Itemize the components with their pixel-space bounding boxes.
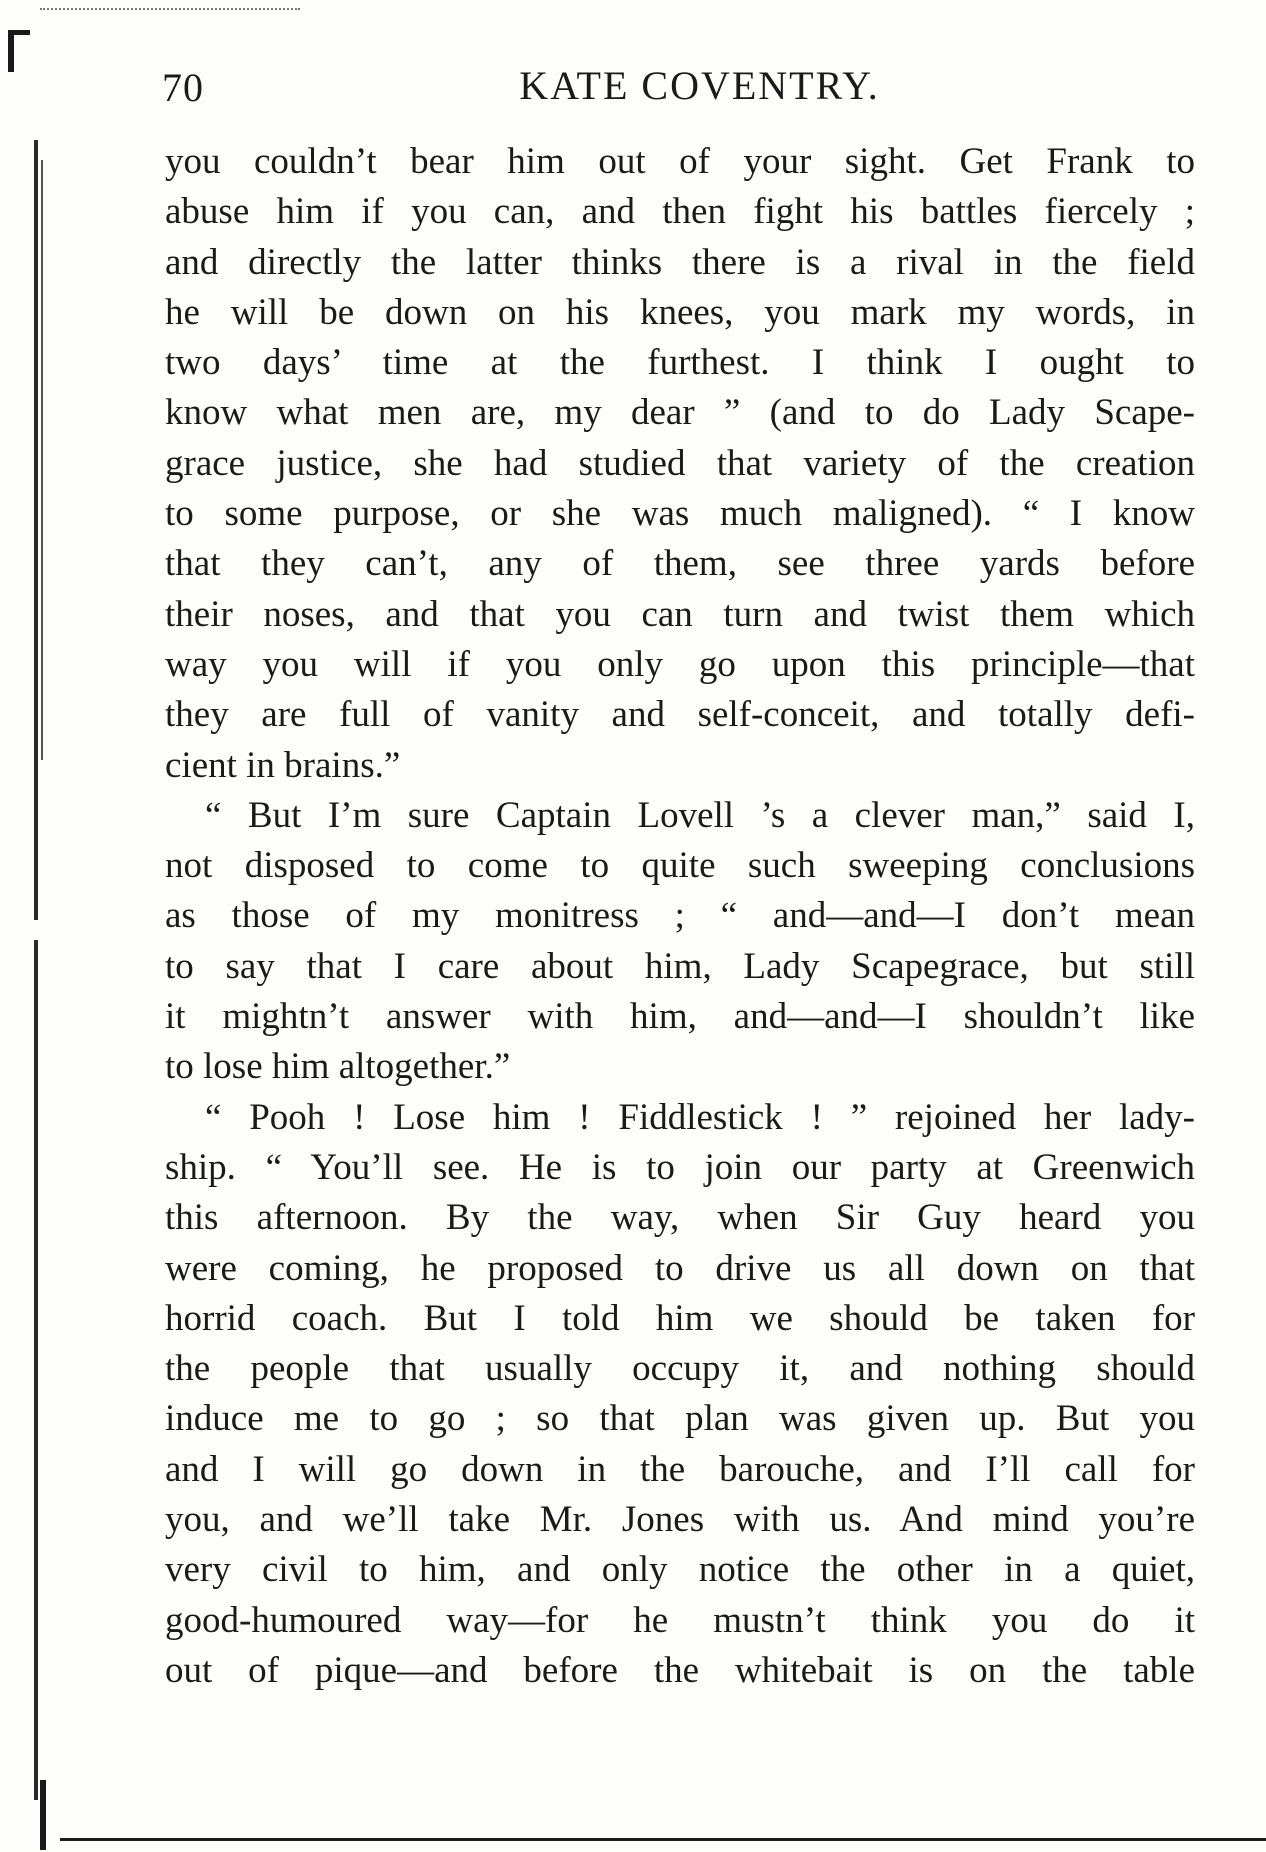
text-line: were coming, he proposed to drive us all down on that (165, 1247, 1195, 1289)
running-head (162, 58, 1197, 114)
bottom-edge-rule (60, 1838, 1266, 1841)
text-line: to some purpose, or she was much maligned). “ I know (165, 493, 1195, 535)
text-line: “ But I’m sure Captain Lovell ’s a clever man,” said I, (205, 794, 1195, 836)
text-line: as those of my monitress ; “ and—and—I don’t mean (165, 895, 1195, 937)
text-line: way you will if you only go upon this principle—that (165, 643, 1195, 685)
text-line: cient in brains.” (165, 744, 401, 786)
text-line: to say that I care about him, Lady Scapegrace, but still (165, 945, 1195, 987)
text-line: horrid coach. But I told him we should be taken for (165, 1297, 1195, 1339)
text-line: very civil to him, and only notice the other in a quiet, (165, 1549, 1195, 1591)
text-line: ship. “ You’ll see. He is to join our party at Greenwich (165, 1146, 1195, 1188)
text-line: this afternoon. By the way, when Sir Guy heard you (165, 1197, 1195, 1239)
text-line: abuse him if you can, and then fight his battles fiercely ; (165, 191, 1195, 233)
text-line: “ Pooh ! Lose him ! Fiddlestick ! ” rejoined her lady- (205, 1096, 1195, 1138)
text-line: it mightn’t answer with him, and—and—I shouldn’t like (165, 996, 1195, 1038)
text-line: to lose him altogether.” (165, 1046, 511, 1088)
text-line: out of pique—and before the whitebait is on the table (165, 1649, 1195, 1691)
text-line: the people that usually occupy it, and nothing should (165, 1348, 1195, 1390)
text-line: and directly the latter thinks there is a rival in the field (165, 241, 1195, 283)
text-line: you, and we’ll take Mr. Jones with us. And mind you’re (165, 1499, 1195, 1541)
text-line: induce me to go ; so that plan was given up. But you (165, 1398, 1195, 1440)
text-line: good-humoured way—for he mustn’t think you do it (165, 1599, 1195, 1641)
text-line: two days’ time at the furthest. I think I ought to (165, 342, 1195, 384)
text-line: their noses, and that you can turn and twist them which (165, 593, 1195, 635)
text-line: grace justice, she had studied that variety of the creation (165, 442, 1195, 484)
text-line: that they can’t, any of them, see three yards before (165, 543, 1195, 585)
text-line: they are full of vanity and self-conceit, and totally defi- (165, 694, 1195, 736)
page-number: 70 (162, 65, 204, 110)
text-line: you couldn’t bear him out of your sight. Get Frank to (165, 141, 1195, 182)
binding-edge (0, 0, 60, 1852)
text-line: not disposed to come to quite such sweeping conclusions (165, 845, 1195, 887)
top-edge-mark (40, 8, 300, 11)
body-text (165, 137, 1195, 1696)
text-line: and I will go down in the barouche, and I’ll call for (165, 1448, 1195, 1490)
text-line: he will be down on his knees, you mark my words, in (165, 291, 1195, 333)
text-line: know what men are, my dear ” (and to do Lady Scape- (165, 392, 1195, 434)
running-title: KATE COVENTRY. (519, 63, 880, 108)
